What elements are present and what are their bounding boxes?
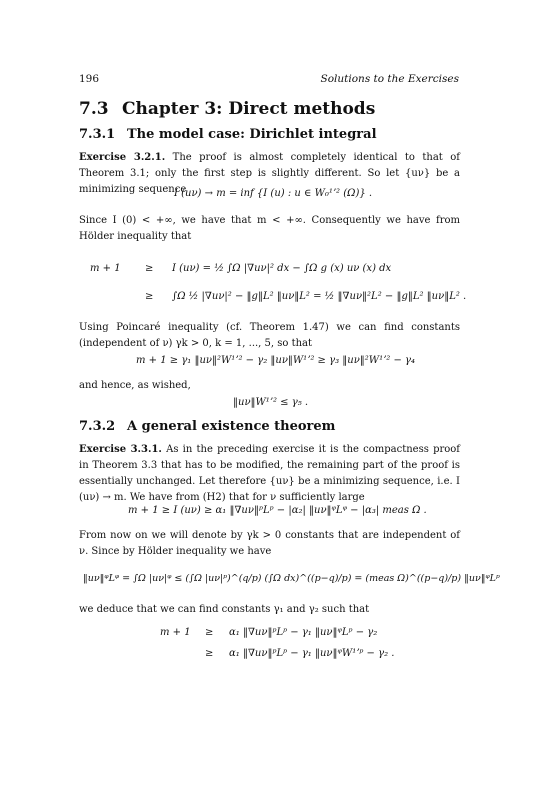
section-title: The model case: Dirichlet integral bbox=[127, 127, 377, 142]
paragraph: Using Poincaré inequality (cf. Theorem 1.47) we can find constants (independent of ν) γk > 0, k = 1, ..., 5, so that bbox=[79, 322, 460, 349]
equation: m + 1 ≥ γ₁ ‖uν‖²W¹ʼ² − γ₂ ‖uν‖W¹ʼ² ≥ γ₃ ‖uν‖²W¹ʼ² − γ₄ bbox=[136, 355, 416, 366]
paragraph: Since I (0) < +∞, we have that m < +∞. Consequently we have from Hölder inequality that bbox=[79, 215, 460, 242]
equation-relation: ≥ bbox=[145, 291, 154, 302]
paragraph-text: The proof is almost completely identical to that of Theorem 3.1; only the first step is slightly different. So let {uν} be a minimizing sequence bbox=[79, 152, 460, 195]
equation-lhs: m + 1 bbox=[90, 263, 121, 274]
equation: ‖uν‖W¹ʼ² ≤ γ₅ . bbox=[233, 397, 309, 408]
section-heading bbox=[79, 127, 377, 142]
equation-relation: ≥ bbox=[205, 627, 214, 638]
paragraph: From now on we will denote by γk > 0 constants that are independent of ν. Since by Hölder inequality we have bbox=[79, 530, 460, 557]
equation: I (uν) → m = inf {I (u) : u ∈ W₀¹ʼ² (Ω)} . bbox=[174, 188, 373, 199]
chapter-heading bbox=[79, 99, 375, 119]
chapter-number: 7.3 bbox=[79, 99, 109, 119]
equation-relation: ≥ bbox=[145, 263, 154, 274]
page-number: 196 bbox=[79, 73, 100, 85]
exercise-label: Exercise 3.3.1. bbox=[79, 444, 162, 455]
equation-rhs: α₁ ‖∇uν‖ᵖLᵖ − γ₁ ‖uν‖ᵠW¹ʼᵖ − γ₂ . bbox=[229, 648, 395, 659]
exercise-label: Exercise 3.2.1. bbox=[79, 152, 166, 163]
equation-rhs: I (uν) = ½ ∫Ω |∇uν|² dx − ∫Ω g (x) uν (x) dx bbox=[172, 263, 392, 274]
equation-relation: ≥ bbox=[205, 648, 214, 659]
equation-lhs: m + 1 bbox=[160, 627, 191, 638]
equation: ‖uν‖ᵠLᵠ = ∫Ω |uν|ᵠ ≤ (∫Ω |uν|ᵖ)^(q/p) (∫Ω dx)^((p−q)/p) = (meas Ω)^((p−q)/p) ‖uν‖ᵠLᵖ bbox=[83, 573, 500, 584]
chapter-title: Chapter 3: Direct methods bbox=[122, 99, 376, 119]
paragraph: and hence, as wished, bbox=[79, 380, 191, 391]
paragraph: we deduce that we can find constants γ₁ and γ₂ such that bbox=[79, 604, 370, 615]
paragraph-text: As in the preceding exercise it is the compactness proof in Theorem 3.3 that has to be modified, the remaining part of the proof is essentially unchanged. Let therefore {uν} be a minimizing sequence, i.e. I (uν) → m. We have from (H2) that for ν sufficiently large bbox=[79, 444, 460, 503]
section-heading bbox=[79, 419, 335, 434]
equation: m + 1 ≥ I (uν) ≥ α₁ ‖∇uν‖ᵖLᵖ − |α₂| ‖uν‖ᵠLᵠ − |α₃| meas Ω . bbox=[128, 505, 427, 516]
equation-rhs: ∫Ω ½ |∇uν|² − ‖g‖L² ‖uν‖L² = ½ ‖∇uν‖²L² − ‖g‖L² ‖uν‖L² . bbox=[172, 291, 467, 302]
section-title: A general existence theorem bbox=[127, 419, 336, 434]
running-title: Solutions to the Exercises bbox=[320, 73, 459, 85]
section-number: 7.3.1 bbox=[79, 127, 116, 142]
section-number: 7.3.2 bbox=[79, 419, 116, 434]
paragraph bbox=[79, 442, 460, 506]
equation-rhs: α₁ ‖∇uν‖ᵖLᵖ − γ₁ ‖uν‖ᵠLᵖ − γ₂ bbox=[229, 627, 378, 638]
